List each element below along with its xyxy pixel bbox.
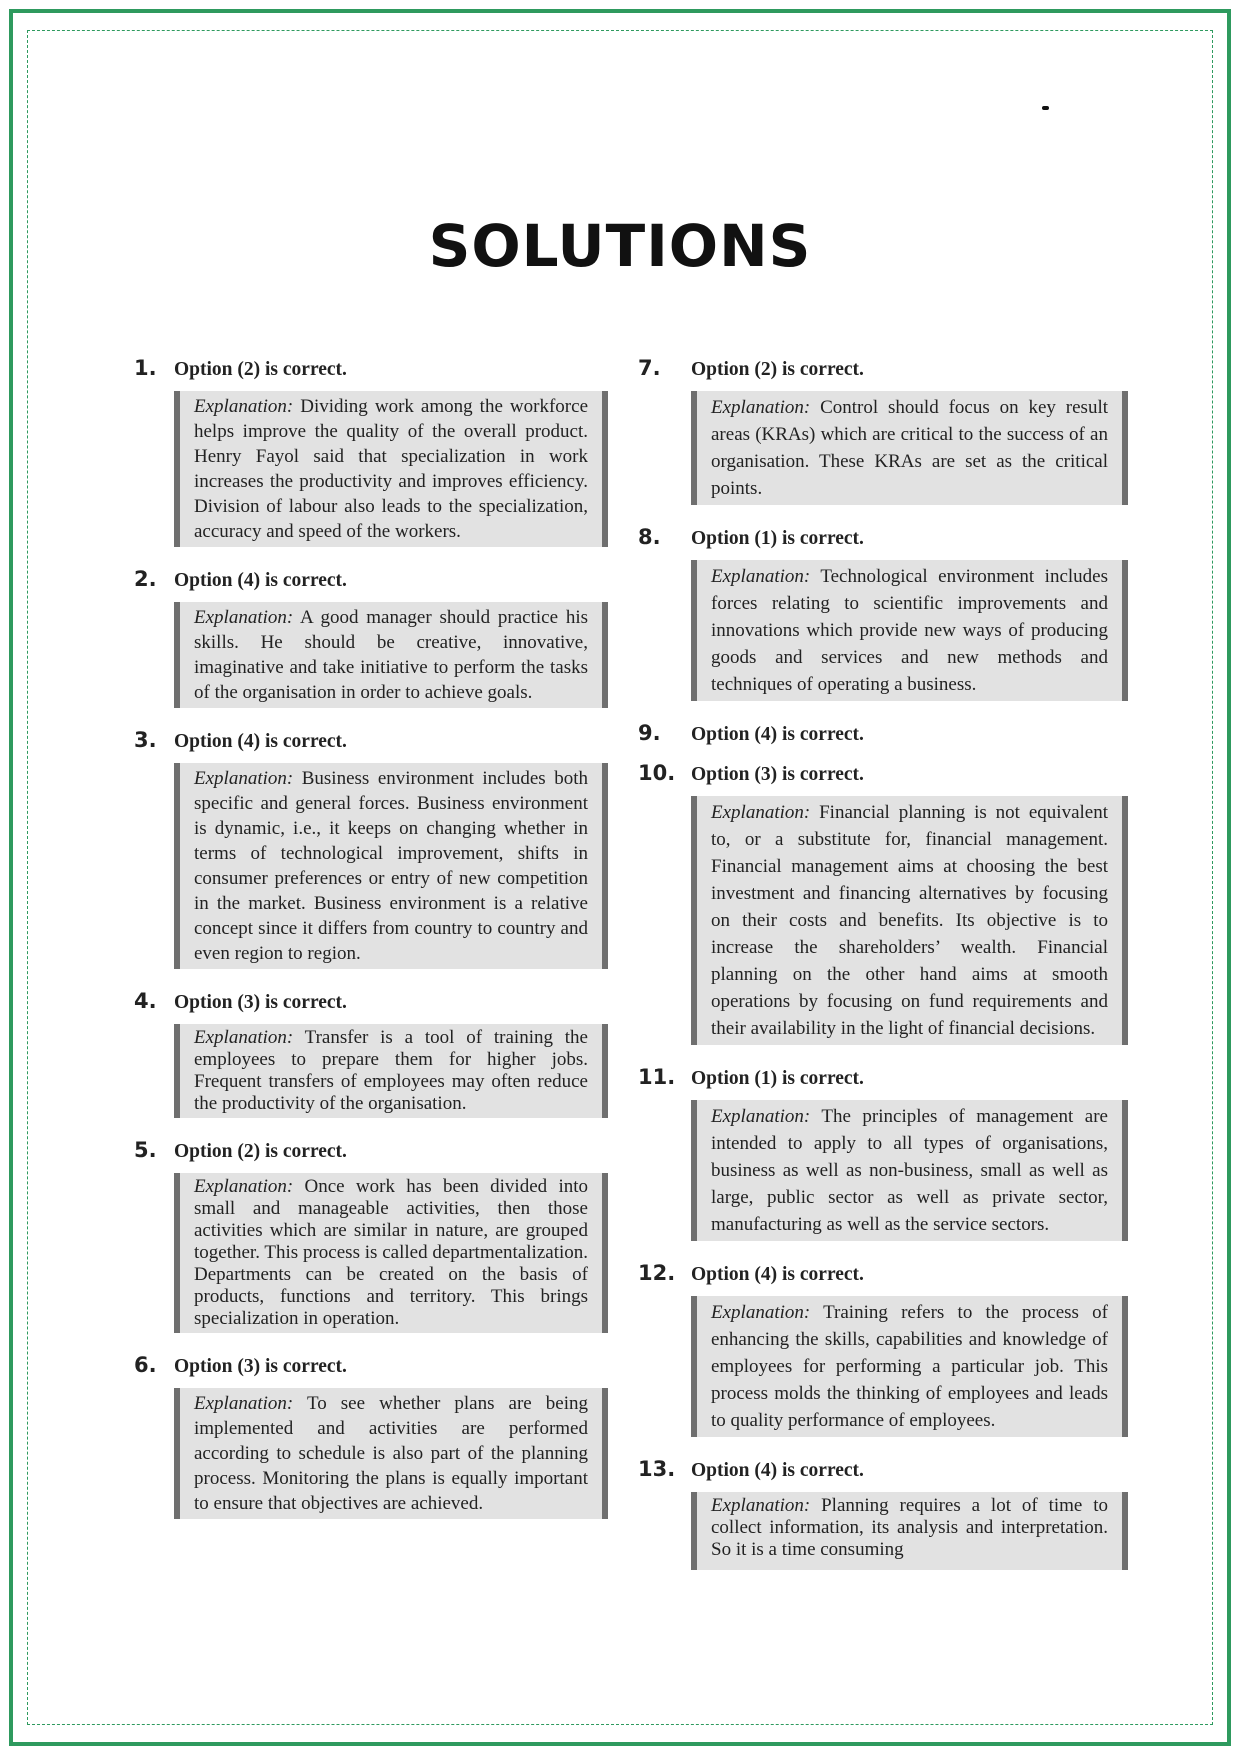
- question-number: 7.: [638, 356, 661, 380]
- answer-option: Option (4) is correct.: [174, 570, 347, 591]
- question-number: 11.: [638, 1065, 676, 1089]
- question-number: 3.: [134, 728, 157, 752]
- explanation-box: [174, 763, 608, 969]
- explanation-text: A good manager should practice his skills. He should be creative, innovative, imaginative and take initiative to perform the tasks of the organisation in order to achieve goals.: [194, 607, 589, 703]
- explanation-text: To see whether plans are being implemented and activities are performed according to schedule is also part of the planning process. Monitoring the plans is equally important to ensure that objectives are achieved.: [194, 1393, 588, 1514]
- explanation-text: Business environment includes both specific and general forces. Business environment is dynamic, i.e., it keeps on changing whether in terms of technological improvement, shifts in consumer preferences or entry of new competition in the market. Business environment is a relative concept since it differs from country to country and even region to region.: [194, 768, 588, 964]
- page-title: SOLUTIONS: [428, 212, 812, 280]
- solution-item-2: [134, 567, 608, 708]
- answer-option: Option (3) is correct.: [174, 1356, 347, 1377]
- explanation-label: Explanation:: [711, 566, 811, 587]
- answer-option: Option (4) is correct.: [691, 724, 864, 745]
- explanation-box: [691, 1100, 1128, 1241]
- explanation-label: Explanation:: [711, 1495, 811, 1516]
- explanation-text: Dividing work among the workforce helps improve the quality of the overall product. Henry Fayol said that specialization in work increases the productivity and improves efficiency. Division of labour also leads to the specialization, accuracy and speed of the workers.: [194, 396, 588, 542]
- explanation-box: [174, 391, 608, 547]
- explanation-text: The principles of management are intended to apply to all types of organisations, business as well as non-business, small as well as large, public sector as well as private sector, manufacturing as well as the service sectors.: [711, 1106, 1108, 1235]
- explanation-box: [174, 602, 608, 708]
- solution-item-9: [638, 721, 1128, 751]
- answer-option: Option (3) is correct.: [691, 764, 864, 785]
- stray-mark: [1042, 106, 1049, 110]
- left-column: [134, 356, 608, 1539]
- explanation-box: [174, 1173, 608, 1333]
- explanation-label: Explanation:: [711, 802, 811, 823]
- solution-item-5: [134, 1138, 608, 1333]
- explanation-text: Training refers to the process of enhancing the skills, capabilities and knowledge of employees for performing a particular job. This process molds the thinking of employees and leads to quality performance of employees.: [711, 1302, 1108, 1431]
- explanation-text: Control should focus on key result areas (KRAs) which are critical to the success of an organisation. These KRAs are set as the critical points.: [711, 397, 1109, 499]
- answer-option: Option (2) is correct.: [174, 1141, 347, 1162]
- explanation-box: [691, 1296, 1128, 1437]
- explanation-box: [691, 796, 1128, 1045]
- explanation-label: Explanation:: [194, 1393, 294, 1414]
- question-number: 6.: [134, 1353, 157, 1377]
- solution-item-11: [638, 1065, 1128, 1241]
- explanation-label: Explanation:: [194, 1176, 294, 1197]
- explanation-label: Explanation:: [194, 1027, 294, 1048]
- explanation-text: Planning requires a lot of time to collect information, its analysis and interpretation. So it is a time consuming: [711, 1495, 1109, 1560]
- explanation-text: Transfer is a tool of training the employees to prepare them for higher jobs. Frequent transfers of employees may often reduce the productivity of the organisation.: [194, 1027, 588, 1114]
- explanation-box: [174, 1024, 608, 1118]
- explanation-label: Explanation:: [711, 1106, 811, 1127]
- solution-item-1: [134, 356, 608, 547]
- explanation-label: Explanation:: [711, 1302, 811, 1323]
- explanation-label: Explanation:: [711, 397, 811, 418]
- solution-item-13: [638, 1457, 1128, 1570]
- answer-option: Option (4) is correct.: [174, 731, 347, 752]
- question-number: 10.: [638, 761, 676, 785]
- explanation-label: Explanation:: [194, 607, 294, 628]
- question-number: 12.: [638, 1261, 676, 1285]
- explanation-box: [691, 560, 1128, 701]
- question-number: 8.: [638, 525, 661, 549]
- question-number: 2.: [134, 567, 157, 591]
- explanation-text: Once work has been divided into small and manageable activities, then those activities which are similar in nature, are grouped together. This process is called departmentalization. Departments can be created on the basis of products, functions and territory. This brings specialization in operation.: [194, 1176, 588, 1329]
- solution-item-12: [638, 1261, 1128, 1437]
- answer-option: Option (3) is correct.: [174, 992, 347, 1013]
- solution-item-10: [638, 761, 1128, 1045]
- answer-option: Option (4) is correct.: [691, 1264, 864, 1285]
- question-number: 5.: [134, 1138, 157, 1162]
- solution-item-3: [134, 728, 608, 969]
- solution-item-6: [134, 1353, 608, 1519]
- explanation-text: Financial planning is not equivalent to, or a substitute for, financial management. Financial management aims at choosing the best investment and financing alternatives by focusing on their costs and benefits. Its objective is to increase the shareholders’ wealth. Financial planning on the other hand aims at smooth operations by focusing on fund requirements and their availability in the light of financial decisions.: [711, 802, 1109, 1039]
- explanation-box: [174, 1388, 608, 1519]
- solution-item-8: [638, 525, 1128, 701]
- solution-item-4: [134, 989, 608, 1118]
- explanation-label: Explanation:: [194, 768, 294, 789]
- answer-option: Option (1) is correct.: [691, 528, 864, 549]
- answer-option: Option (4) is correct.: [691, 1460, 864, 1481]
- answer-option: Option (1) is correct.: [691, 1068, 864, 1089]
- explanation-box: [691, 391, 1128, 505]
- explanation-text: Technological environment includes forces relating to scientific improvements and innovations which provide new ways of producing goods and services and new methods and techniques of operating a business.: [711, 566, 1108, 695]
- solution-item-7: [638, 356, 1128, 505]
- answer-option: Option (2) is correct.: [174, 359, 347, 380]
- question-number: 4.: [134, 989, 157, 1013]
- question-number: 1.: [134, 356, 157, 380]
- question-number: 13.: [638, 1457, 676, 1481]
- explanation-label: Explanation:: [194, 396, 294, 417]
- answer-option: Option (2) is correct.: [691, 359, 864, 380]
- right-column: [638, 356, 1128, 1590]
- question-number: 9.: [638, 721, 661, 745]
- explanation-box: [691, 1492, 1128, 1570]
